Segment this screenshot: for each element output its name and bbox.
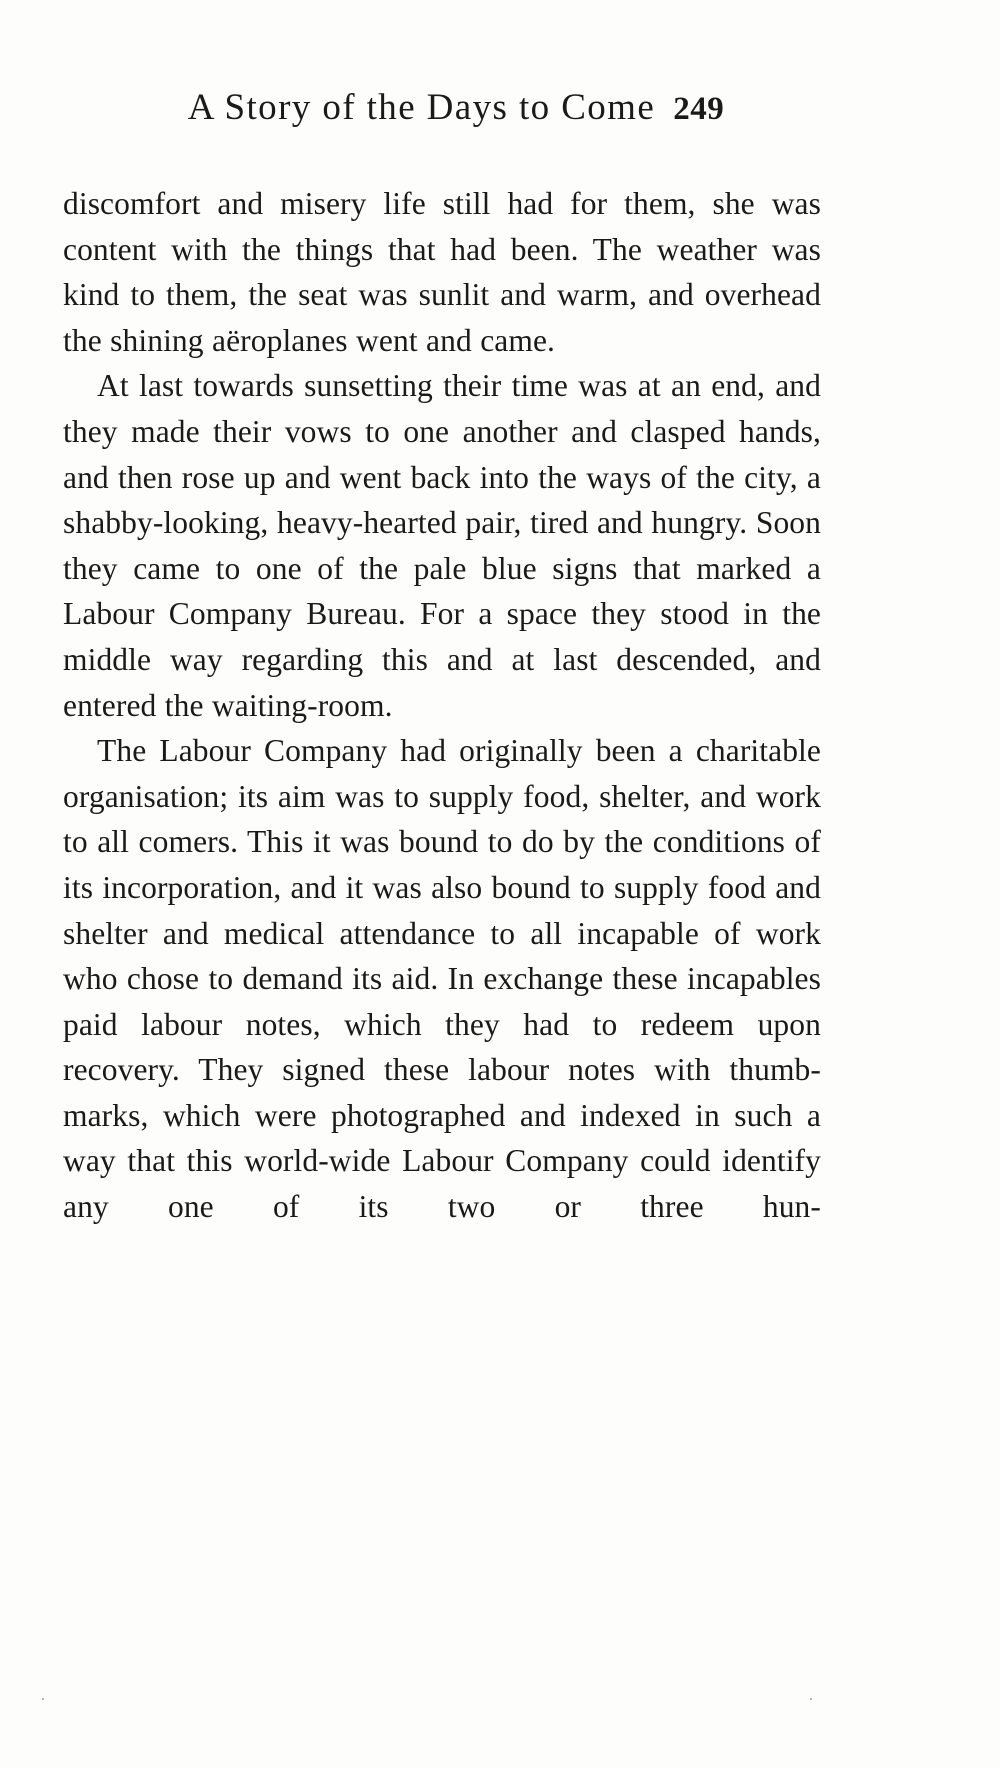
- running-head: [63, 86, 821, 129]
- page-corner-mark-left: [42, 1698, 44, 1700]
- page-corner-mark-right: [810, 1698, 812, 1700]
- body-text: [63, 181, 821, 1230]
- paragraph-3: The Labour Company had originally been a charitable organisation; its aim was to supply food, shelter, and work to all comers. This it was bound to do by the conditions of its incorporation, and it was also bound to supply food and shelter and medical attendance to all incapable of work who chose to demand its aid. In exchange these incapables paid labour notes, which they had to redeem upon recovery. They signed these labour notes with thumb-marks, which were photographed and indexed in such a way that this world-wide Labour Company could identify any one of its two or three hun-: [63, 733, 821, 1225]
- running-head-title: A Story of the Days to Come: [187, 87, 656, 128]
- paragraph-2: At last towards sunsetting their time was at an end, and they made their vows to one another and clasped hands, and then rose up and went back into the ways of the city, a shabby-looking, heavy-hearted pair, tired and hungry. Soon they came to one of the pale blue signs that marked a Labour Company Bureau. For a space they stood in the middle way regarding this and at last descended, and entered the waiting-room.: [63, 368, 821, 723]
- page-text-block: [63, 86, 821, 1230]
- paragraph-1: discomfort and misery life still had for them, she was content with the things that had been. The weather was kind to them, the seat was sunlit and warm, and overhead the shining aëroplanes went and came.: [63, 186, 821, 358]
- page-number: 249: [673, 91, 725, 127]
